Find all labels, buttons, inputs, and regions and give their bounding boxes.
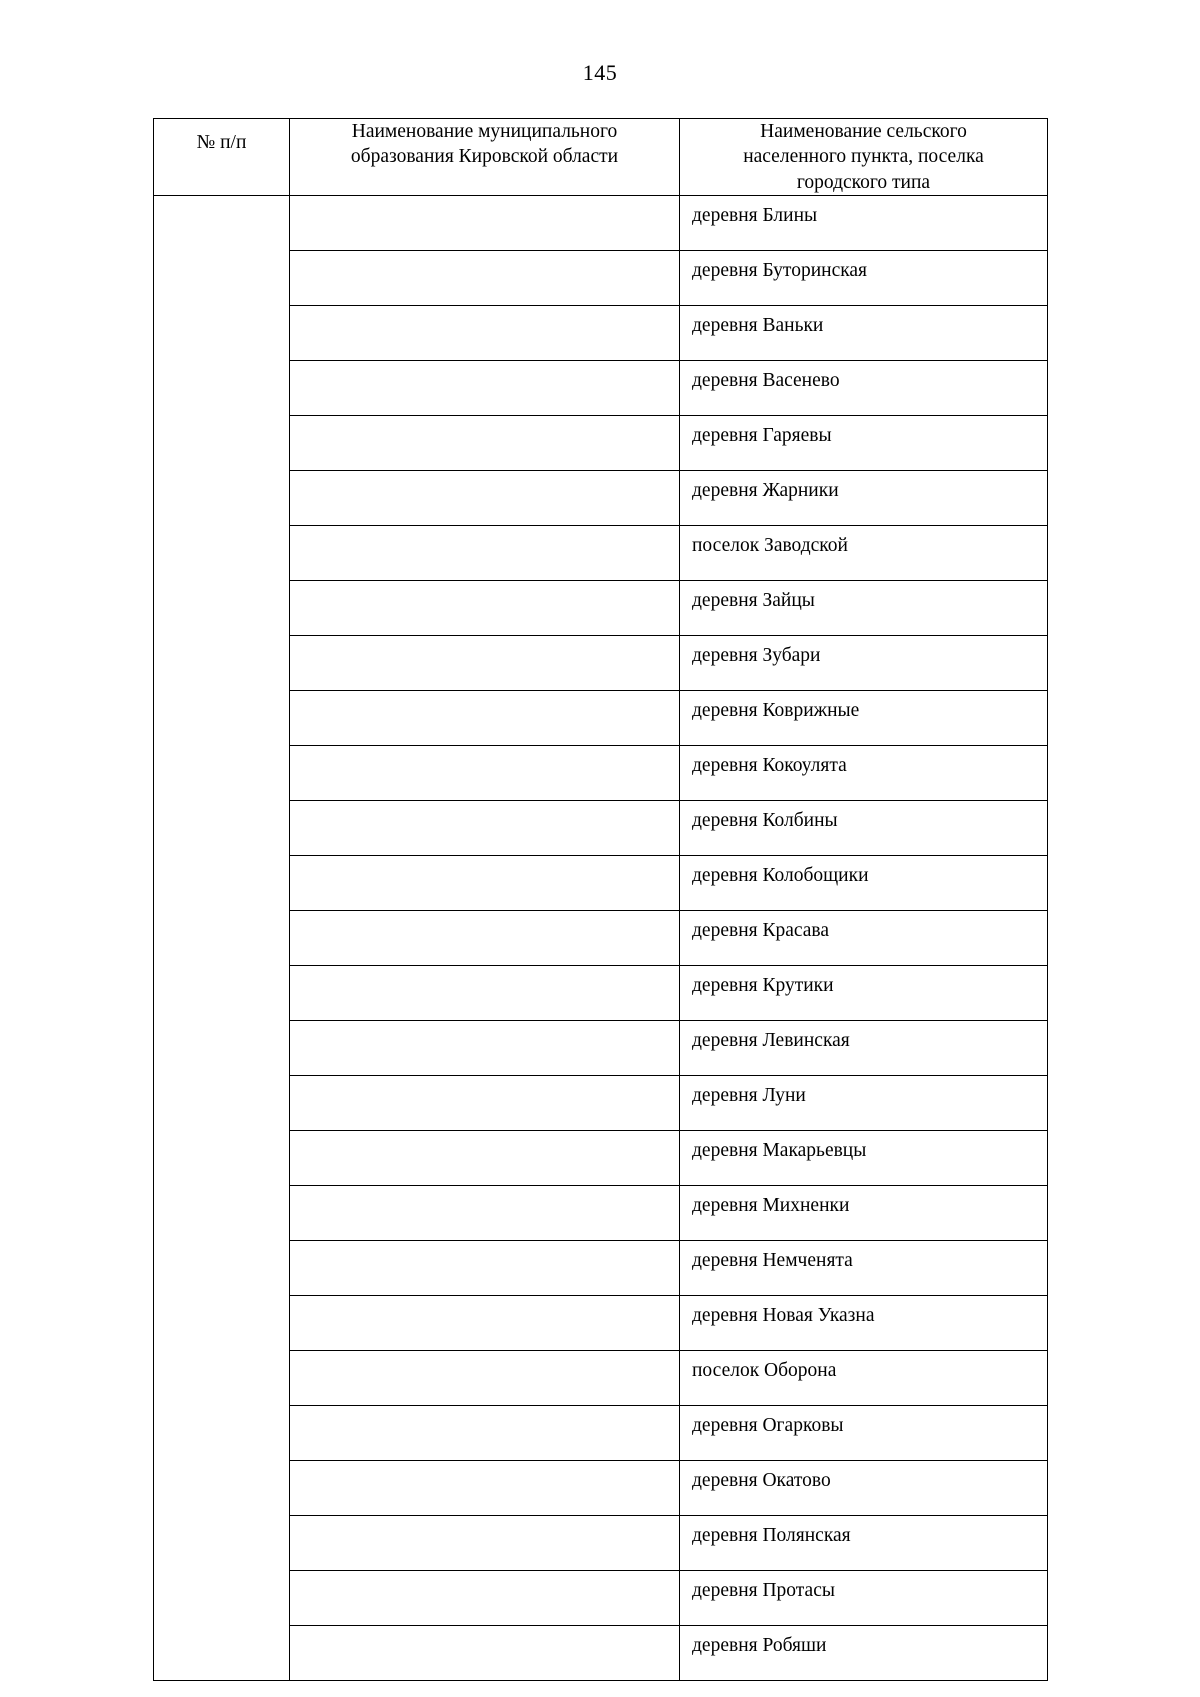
cell-municipality	[290, 581, 680, 636]
cell-settlement: деревня Колбины	[680, 801, 1048, 856]
cell-number	[154, 251, 290, 306]
cell-settlement: деревня Зубари	[680, 636, 1048, 691]
cell-settlement: деревня Новая Указна	[680, 1296, 1048, 1351]
cell-municipality	[290, 746, 680, 801]
table-row	[154, 1021, 1048, 1076]
table-row	[154, 1351, 1048, 1406]
cell-municipality	[290, 1296, 680, 1351]
cell-municipality	[290, 1076, 680, 1131]
table-row	[154, 526, 1048, 581]
table-row	[154, 471, 1048, 526]
table-row	[154, 691, 1048, 746]
table-row	[154, 251, 1048, 306]
table-body	[154, 196, 1048, 1681]
cell-settlement: деревня Протасы	[680, 1571, 1048, 1626]
cell-number	[154, 1241, 290, 1296]
cell-number	[154, 1296, 290, 1351]
table-row	[154, 856, 1048, 911]
table-row	[154, 1076, 1048, 1131]
cell-municipality	[290, 1626, 680, 1681]
cell-settlement: деревня Блины	[680, 196, 1048, 251]
table-row	[154, 1131, 1048, 1186]
cell-settlement: деревня Крутики	[680, 966, 1048, 1021]
cell-number	[154, 856, 290, 911]
table-row	[154, 1241, 1048, 1296]
cell-number	[154, 1406, 290, 1461]
cell-number	[154, 1351, 290, 1406]
cell-municipality	[290, 1461, 680, 1516]
cell-number	[154, 1131, 290, 1186]
cell-number	[154, 196, 290, 251]
table-row	[154, 1296, 1048, 1351]
table-row	[154, 966, 1048, 1021]
cell-municipality	[290, 1131, 680, 1186]
page-number: 145	[582, 60, 618, 85]
cell-municipality	[290, 966, 680, 1021]
table-header	[154, 119, 1048, 196]
cell-municipality	[290, 691, 680, 746]
cell-municipality	[290, 1021, 680, 1076]
cell-settlement: поселок Заводской	[680, 526, 1048, 581]
cell-settlement: деревня Васенево	[680, 361, 1048, 416]
cell-number	[154, 966, 290, 1021]
table-row	[154, 196, 1048, 251]
cell-municipality	[290, 801, 680, 856]
cell-municipality	[290, 196, 680, 251]
settlements-table	[153, 118, 1048, 1681]
column-header-municipality-line2: образования Кировской области	[350, 146, 619, 168]
cell-municipality	[290, 1186, 680, 1241]
cell-number	[154, 1021, 290, 1076]
table-header-row	[154, 119, 1048, 196]
table-row	[154, 361, 1048, 416]
table-row	[154, 1406, 1048, 1461]
cell-municipality	[290, 1516, 680, 1571]
column-header-settlement-line1: Наименование сельского	[760, 121, 967, 142]
table-row	[154, 416, 1048, 471]
cell-settlement: деревня Огарковы	[680, 1406, 1048, 1461]
cell-municipality	[290, 526, 680, 581]
cell-settlement: деревня Луни	[680, 1076, 1048, 1131]
cell-number	[154, 691, 290, 746]
cell-number	[154, 471, 290, 526]
cell-number	[154, 526, 290, 581]
cell-settlement: деревня Макарьевцы	[680, 1131, 1048, 1186]
cell-number	[154, 911, 290, 966]
cell-municipality	[290, 636, 680, 691]
column-header-number	[154, 119, 290, 196]
cell-number	[154, 416, 290, 471]
cell-number	[154, 1461, 290, 1516]
cell-settlement: деревня Кокоулята	[680, 746, 1048, 801]
cell-number	[154, 1626, 290, 1681]
table-row	[154, 746, 1048, 801]
cell-settlement: деревня Полянская	[680, 1516, 1048, 1571]
cell-municipality	[290, 1241, 680, 1296]
cell-settlement: деревня Колобощики	[680, 856, 1048, 911]
column-header-municipality-line1: Наименование муниципального	[351, 121, 618, 142]
cell-settlement: деревня Красава	[680, 911, 1048, 966]
settlements-table-container	[153, 118, 1047, 1681]
cell-number	[154, 361, 290, 416]
cell-settlement: деревня Левинская	[680, 1021, 1048, 1076]
cell-number	[154, 636, 290, 691]
cell-municipality	[290, 306, 680, 361]
cell-settlement: деревня Немченята	[680, 1241, 1048, 1296]
table-row	[154, 801, 1048, 856]
cell-settlement: деревня Гаряевы	[680, 416, 1048, 471]
cell-number	[154, 1076, 290, 1131]
column-header-settlement-line2: населенного пункта, поселка	[743, 146, 984, 168]
cell-number	[154, 801, 290, 856]
cell-settlement: деревня Окатово	[680, 1461, 1048, 1516]
cell-settlement: деревня Зайцы	[680, 581, 1048, 636]
cell-number	[154, 746, 290, 801]
cell-municipality	[290, 1406, 680, 1461]
column-header-settlement	[680, 119, 1048, 196]
column-header-number-text: № п/п	[196, 132, 247, 153]
cell-municipality	[290, 251, 680, 306]
table-row	[154, 911, 1048, 966]
cell-number	[154, 1516, 290, 1571]
cell-settlement: деревня Коврижные	[680, 691, 1048, 746]
cell-municipality	[290, 416, 680, 471]
table-row	[154, 581, 1048, 636]
cell-settlement: деревня Робяши	[680, 1626, 1048, 1681]
cell-settlement: деревня Жарники	[680, 471, 1048, 526]
cell-municipality	[290, 1351, 680, 1406]
table-row	[154, 1626, 1048, 1681]
cell-municipality	[290, 361, 680, 416]
cell-municipality	[290, 911, 680, 966]
cell-municipality	[290, 1571, 680, 1626]
cell-number	[154, 581, 290, 636]
cell-municipality	[290, 856, 680, 911]
cell-settlement: деревня Михненки	[680, 1186, 1048, 1241]
column-header-municipality	[290, 119, 680, 196]
cell-number	[154, 1186, 290, 1241]
cell-settlement: деревня Ваньки	[680, 306, 1048, 361]
table-row	[154, 1516, 1048, 1571]
cell-settlement: деревня Буторинская	[680, 251, 1048, 306]
table-row	[154, 1186, 1048, 1241]
cell-number	[154, 306, 290, 361]
table-row	[154, 306, 1048, 361]
table-row	[154, 636, 1048, 691]
cell-number	[154, 1571, 290, 1626]
cell-settlement: поселок Оборона	[680, 1351, 1048, 1406]
cell-municipality	[290, 471, 680, 526]
table-row	[154, 1571, 1048, 1626]
column-header-settlement-line3: городского типа	[796, 171, 931, 193]
table-row	[154, 1461, 1048, 1516]
